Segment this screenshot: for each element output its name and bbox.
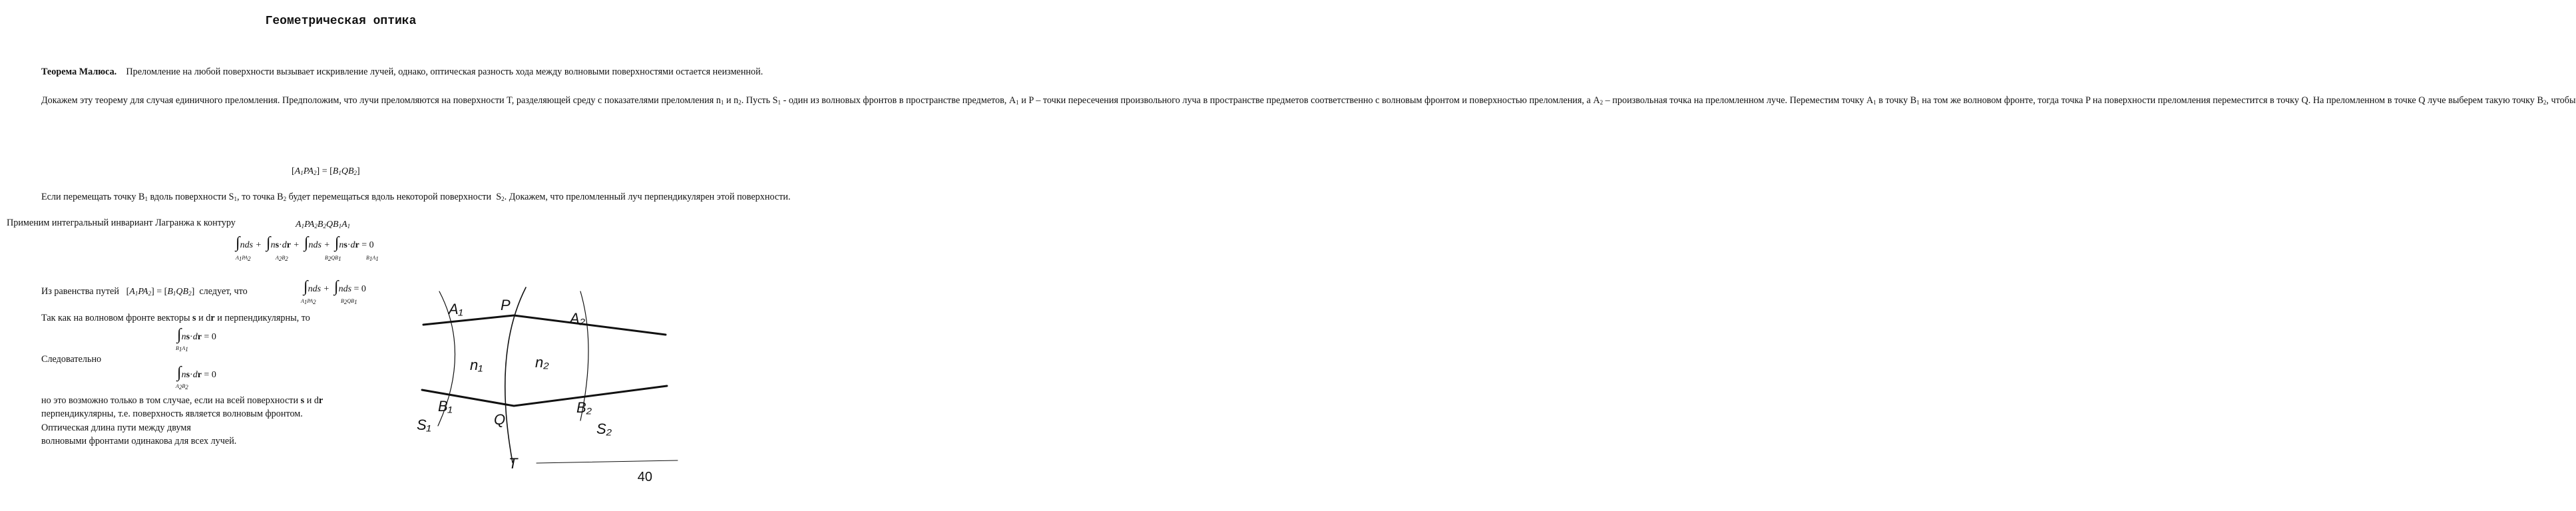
label-b2: B₂ <box>576 399 592 416</box>
conclusion-line-2: перпендикулярны, т.е. поверхность является волновым фронтом. <box>41 409 303 419</box>
vector-r: r <box>210 313 215 323</box>
move-text-2: вдоль поверхности <box>150 192 227 202</box>
baseline-stroke <box>537 460 678 463</box>
proof-text-9: , чтобы <box>2546 95 2576 106</box>
conclusion-line-4: волновыми фронтами одинакова для всех лучей. <box>41 436 237 446</box>
proof-text-1: Докажем эту теорему для случая единичного преломления. Предположим, что лучи преломляются на поверхности T, разделяющей среду с показателями преломления <box>41 95 714 106</box>
equality-line: Из равенства путей $[A_1PA_2] = [B_1QB_2]$ следует, что <box>41 286 248 297</box>
label-t: T <box>509 455 518 472</box>
move-text-3: , то точка <box>236 192 275 202</box>
proof-text-5: и P – точки пересечения произвольного луча в пространстве предметов соответственно с волновым фронтом и поверхностью преломления, а <box>1021 95 1591 106</box>
page-number: 40 <box>637 470 652 484</box>
limit-b1a1: $B_1A_1$ <box>366 255 379 262</box>
proof-text-2: и <box>726 95 732 106</box>
label-b1: B₁ <box>438 398 453 415</box>
move-text-5: . Докажем, что преломленный луч перпендикулярен этой поверхности. <box>504 192 791 202</box>
equality-text-after: следует, что <box>199 286 248 297</box>
wavefront-line <box>41 313 310 324</box>
label-s1: S₁ <box>417 417 431 433</box>
label-q: Q <box>494 411 506 428</box>
label-p: P <box>501 297 511 313</box>
conclusion-d: d <box>314 395 319 406</box>
lagrange-invariant-formula: ∫nds + ∫ns·dr + ∫nds + ∫ns·dr = 0 <box>236 234 374 252</box>
conclusion-and: и <box>306 395 312 406</box>
limit-b2qb1: $B_2QB_1$ <box>325 255 341 262</box>
limit-a2b2-2: $A_2B_2$ <box>176 383 188 391</box>
conclusion-line-3: Оптическая длина пути между двумя <box>41 423 191 433</box>
b1a1-integral-formula: ∫ns·dr = 0 <box>177 326 216 343</box>
proof-text-4: - один из волновых фронтов в пространстве предметов, <box>783 95 1007 106</box>
surface-t <box>505 287 526 462</box>
contour-formula: $A_1PA_2B_2QB_1A_1$ <box>296 220 351 230</box>
move-text-4: будет перемещаться вдоль некоторой поверхности <box>288 192 492 202</box>
limit-b1a1-2: $B_1A_1$ <box>176 345 188 353</box>
move-paragraph: Если перемещать точку $B_1$ вдоль поверхности $S_1$, то точка $B_2$ будет перемещаться вдоль некоторой поверхности $S_2$. Докажем, что преломленный луч перпендикулярен этой поверхности. <box>41 192 791 202</box>
limit-a1pa2-2: $A_1PA_2$ <box>301 298 316 305</box>
equal-paths-formula: ∫nds + ∫nds = 0 <box>304 278 366 295</box>
refraction-figure <box>399 286 682 472</box>
a2b2-integral-formula: ∫ns·dr = 0 <box>177 364 216 381</box>
conclusion-vector-s: s <box>300 395 305 406</box>
equality-text-before: Из равенства путей <box>41 286 119 297</box>
proof-text-3: . Пусть <box>741 95 771 106</box>
theorem-label: Теорема Малюса. <box>41 67 117 77</box>
label-n2: n₂ <box>535 354 549 371</box>
proof-paragraph: Докажем эту теорему для случая единичного преломления. Предположим, что лучи преломляются на поверхности T, разделяющей среду с показателями преломления $n_1$ и $n_2$. Пусть $S_1$ - один из волновых фронтов в пространстве предметов, $A_1$ и P – точки пересечения произвольного луча в пространстве предметов соответственно с волновым фронтом и поверхностью преломления, а $A_2$ – произвольная точка на преломленном луче. Переместим точку $A_1$ в точку $B_1$ на том же волновом фронте, тогда точка P на поверхности преломления переместится в точку Q. На преломленном в точке Q луче выберем такую точку $B_2$, чтобы <box>41 95 2576 106</box>
label-a2: A₂ <box>570 310 586 327</box>
vector-s: s <box>192 313 196 323</box>
label-n1: n₁ <box>470 357 483 373</box>
ray-b1-q-b2 <box>422 386 667 406</box>
conclusion-text-1: но это возможно только в том случае, если на всей поверхности <box>41 395 299 406</box>
wavefront-d: d <box>206 313 211 323</box>
conclusion-vector-r: r <box>318 395 323 406</box>
move-text-1: Если перемещать точку <box>41 192 136 202</box>
theorem-text: Преломление на любой поверхности вызывает искривление лучей, однако, оптическая разность хода между волновыми поверхностями остается неизменной. <box>126 67 763 77</box>
wavefront-tail: и перпендикулярны, то <box>217 313 310 323</box>
theorem-paragraph <box>7 65 763 79</box>
wavefront-text: Так как на волновом фронте векторы <box>41 313 190 323</box>
limit-b2qb1-2: $B_2QB_1$ <box>341 298 357 305</box>
wavefront-and: и <box>198 313 204 323</box>
page-title: Геометрическая оптика <box>265 15 417 28</box>
consequently-line: Следовательно <box>41 354 102 365</box>
conclusion-line-1 <box>41 395 323 407</box>
lagrange-line: Применим интегральный инвариант Лагранжа к контуру <box>7 218 236 228</box>
path-equality-formula: $[A_1PA_2] = [B_1QB_2]$ <box>292 166 360 176</box>
proof-text-8: на том же волновом фронте, тогда точка P на поверхности преломления переместится в точку Q. На преломленном в точке Q луче выберем такую точку <box>1922 95 2535 106</box>
limit-a2b2: $A_2B_2$ <box>276 255 288 262</box>
ray-a1-p-a2 <box>423 315 666 335</box>
proof-text-7: в точку <box>1878 95 1908 106</box>
label-s2: S₂ <box>596 421 612 437</box>
label-a1: A₁ <box>449 301 463 317</box>
limit-a1pa2: $A_1PA_2$ <box>236 255 251 262</box>
proof-text-6: – произвольная точка на преломленном луче. Переместим точку <box>1605 95 1864 106</box>
